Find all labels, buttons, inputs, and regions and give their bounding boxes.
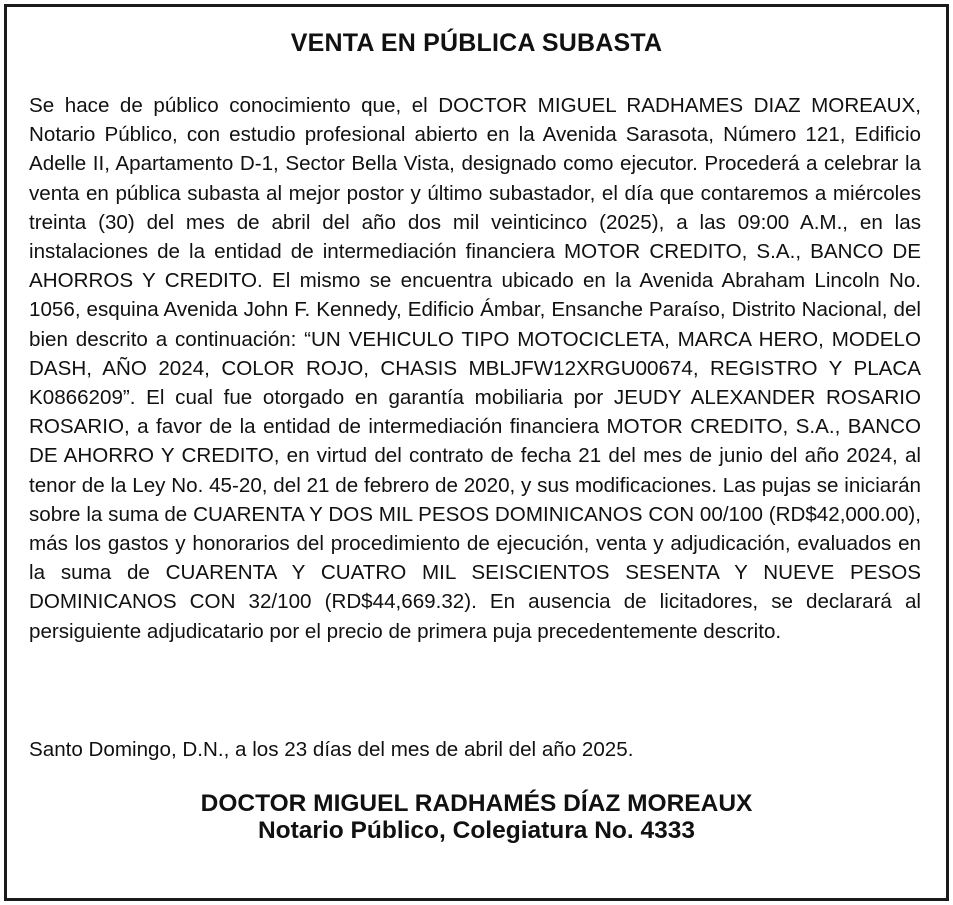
- notice-title: VENTA EN PÚBLICA SUBASTA: [290, 29, 663, 57]
- legal-notice-frame: [4, 4, 949, 901]
- signature-role: Notario Público, Colegiatura No. 4333: [257, 817, 695, 844]
- notice-body: Se hace de público conocimiento que, el DOCTOR MIGUEL RADHAMES DIAZ MOREAUX, Notario Público, con estudio profesional abierto en la Avenida Sarasota, Número 121, Edificio Adelle II, Apartamento D-1, Sector Bella Vista, designado como ejecutor. Procederá a celebrar la venta en pública subasta al mejor postor y último subastador, el día que contaremos a miércoles treinta (30) del mes de abril del año dos mil veinticinco (2025), a las 09:00 A.M., en las instalaciones de la entidad de intermediación financiera MOTOR CREDITO, S.A., BANCO DE AHORROS Y CREDITO. El mismo se encuentra ubicado en la Avenida Abraham Lincoln No. 1056, esquina Avenida John F. Kennedy, Edificio Ámbar, Ensanche Paraíso, Distrito Nacional, del bien descrito a continuación: “UN VEHICULO TIPO MOTOCICLETA, MARCA HERO, MODELO DASH, AÑO 2024, COLOR ROJO, CHASIS MBLJFW12XRGU00674, REGISTRO Y PLACA K0866209”. El cual fue otorgado en garantía mobiliaria por JEUDY ALEXANDER ROSARIO ROSARIO, a favor de la entidad de intermediación financiera MOTOR CREDITO, S.A., BANCO DE AHORRO Y CREDITO, en virtud del contrato de fecha 21 del mes de junio del año 2024, al tenor de la Ley No. 45-20, del 21 de febrero de 2020, y sus modificaciones. Las pujas se iniciarán sobre la suma de CUARENTA Y DOS MIL PESOS DOMINICANOS CON 00/100 (RD$42,000.00), más los gastos y honorarios del procedimiento de ejecución, venta y adjudicación, evaluados en la suma de CUARENTA Y CUATRO MIL SEISCIENTOS SESENTA Y NUEVE PESOS DOMINICANOS CON 32/100 (RD$44,669.32). En ausencia de licitadores, se declarará al persiguiente adjudicatario por el precio de primera puja precedentemente descrito.: [29, 94, 921, 643]
- signature-name: DOCTOR MIGUEL RADHAMÉS DÍAZ MOREAUX: [200, 790, 753, 817]
- signature-block: [7, 790, 946, 844]
- notice-dateline: Santo Domingo, D.N., a los 23 días del mes de abril del año 2025.: [29, 738, 634, 761]
